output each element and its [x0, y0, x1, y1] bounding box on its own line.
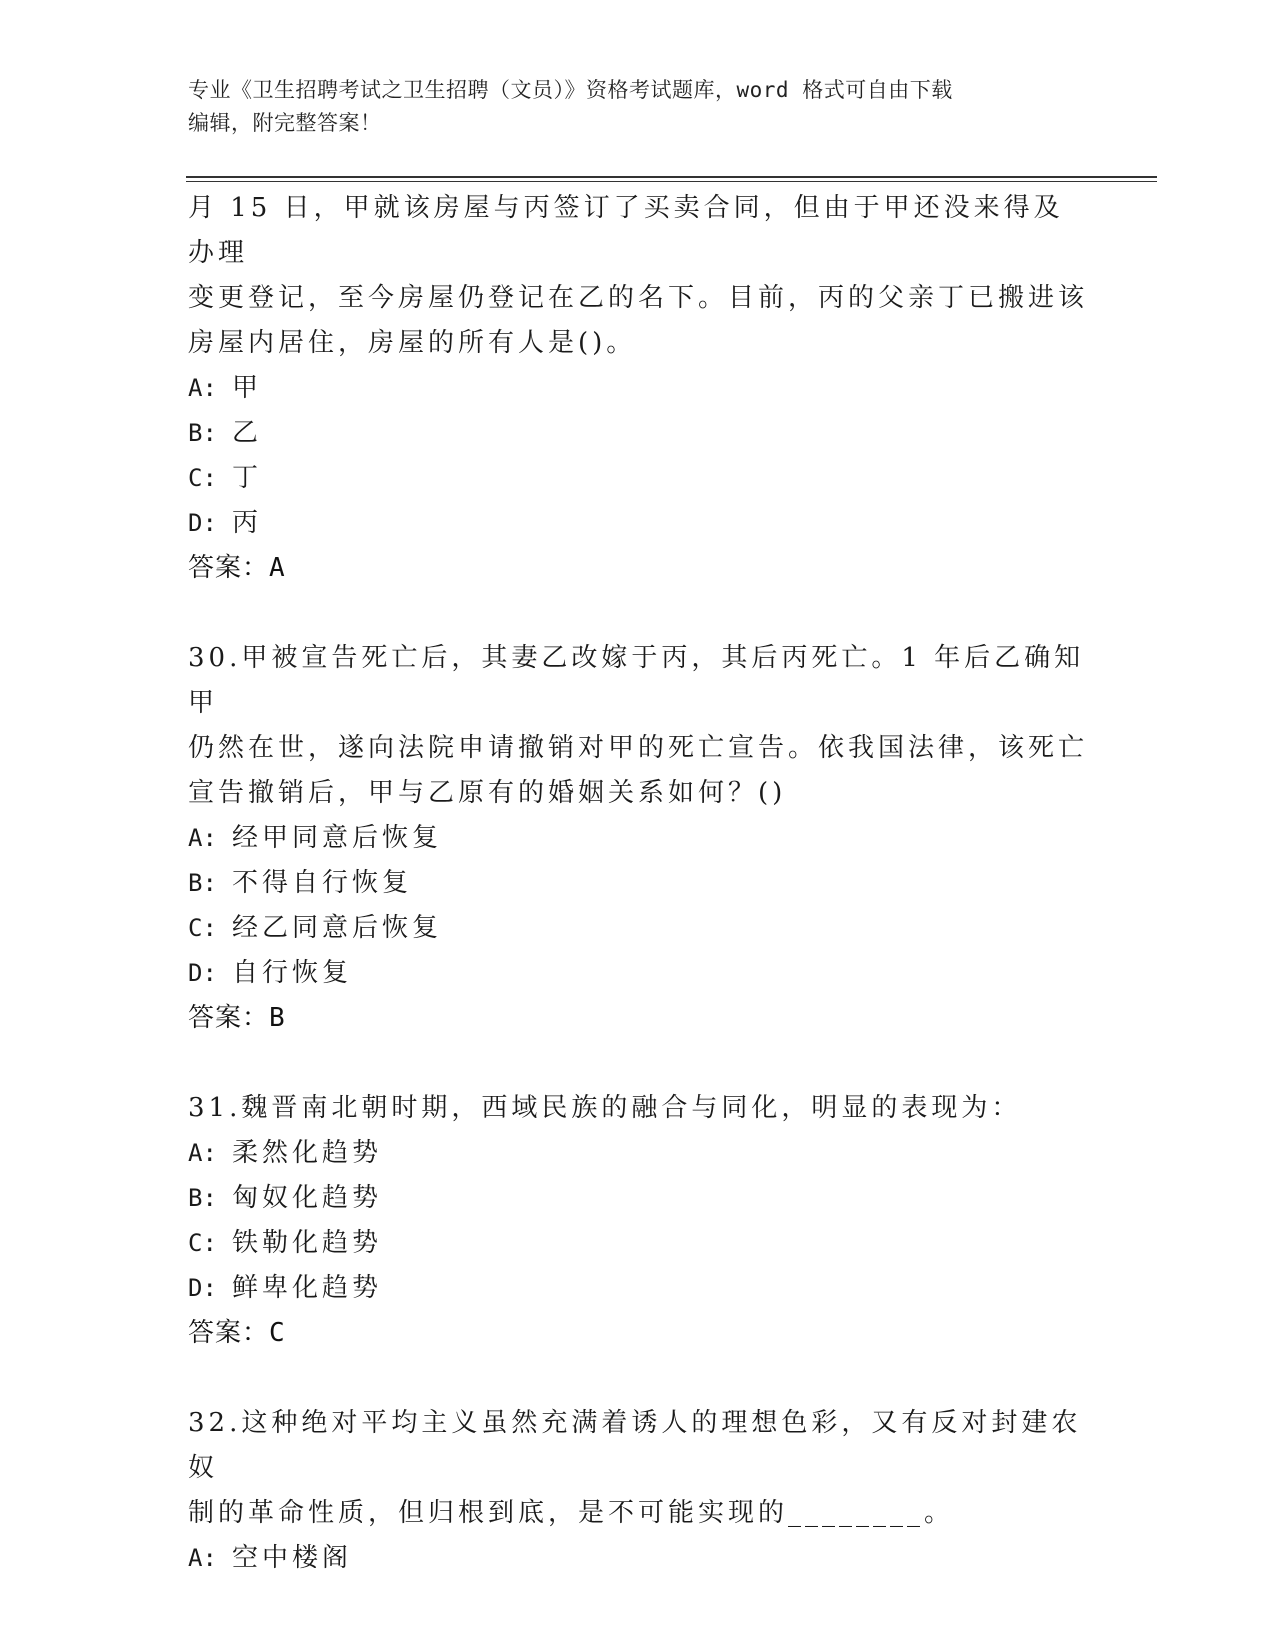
answer-line [188, 1311, 1088, 1356]
option-b [188, 411, 1088, 456]
option-text: 丙 [232, 508, 263, 538]
stem-line: 变更登记，至今房屋仍登记在乙的名下。目前，丙的父亲丁已搬进该 [188, 283, 1089, 313]
option-text: 经甲同意后恢复 [232, 823, 443, 853]
option-text: 匈奴化趋势 [232, 1183, 383, 1213]
stem-line: 房屋内居住，房屋的所有人是()。 [188, 328, 637, 358]
option-a [188, 816, 1088, 861]
spacer [188, 1041, 1088, 1086]
question-31 [188, 1086, 1088, 1356]
option-text: 鲜卑化趋势 [232, 1273, 383, 1303]
option-key: D: [188, 1274, 217, 1302]
stem-line: 月 15 日，甲就该房屋与丙签订了买卖合同，但由于甲还没来得及办理 [188, 193, 1064, 268]
question-30 [188, 636, 1088, 1041]
option-key: D: [188, 959, 217, 987]
option-c [188, 906, 1088, 951]
option-c [188, 1221, 1088, 1266]
option-text: 甲 [232, 373, 263, 403]
answer-value: C [269, 1318, 286, 1348]
option-text: 空中楼阁 [232, 1543, 353, 1573]
question-list [188, 186, 1088, 1581]
question-32 [188, 1401, 1088, 1581]
option-a [188, 366, 1088, 411]
answer-label: 答案： [188, 553, 270, 583]
option-d [188, 1266, 1088, 1311]
question-29 [188, 186, 1088, 591]
spacer [188, 591, 1088, 636]
stem-line: 32.这种绝对平均主义虽然充满着诱人的理想色彩，又有反对封建农奴 [188, 1408, 1082, 1483]
stem-line: 制的革命性质，但归根到底，是不可能实现的________。 [188, 1498, 955, 1528]
header-line-1: 专业《卫生招聘考试之卫生招聘（文员）》资格考试题库，word 格式可自由下载 [188, 78, 953, 102]
option-text: 乙 [232, 418, 263, 448]
answer-value: B [269, 1003, 286, 1033]
question-stem [188, 636, 1088, 816]
option-key: C: [188, 464, 217, 492]
option-key: A: [188, 374, 217, 402]
header-line-2: 编辑，附完整答案！ [188, 111, 382, 135]
stem-line: 仍然在世，遂向法院申请撤销对甲的死亡宣告。依我国法律，该死亡 [188, 733, 1089, 763]
option-a [188, 1536, 1088, 1581]
option-d [188, 501, 1088, 546]
question-stem [188, 1401, 1088, 1536]
option-b [188, 1176, 1088, 1221]
option-c [188, 456, 1088, 501]
spacer [188, 1356, 1088, 1401]
option-text: 铁勒化趋势 [232, 1228, 383, 1258]
document-header [188, 74, 1088, 140]
option-text: 自行恢复 [232, 958, 353, 988]
option-a [188, 1131, 1088, 1176]
option-key: B: [188, 1184, 217, 1212]
option-text: 丁 [232, 463, 263, 493]
answer-label: 答案： [188, 1003, 270, 1033]
answer-line [188, 996, 1088, 1041]
answer-value: A [269, 553, 286, 583]
option-key: A: [188, 824, 217, 852]
option-text: 经乙同意后恢复 [232, 913, 443, 943]
option-text: 柔然化趋势 [232, 1138, 383, 1168]
question-stem [188, 186, 1088, 366]
option-key: B: [188, 419, 217, 447]
header-double-rule [186, 176, 1157, 182]
option-key: C: [188, 914, 217, 942]
option-key: D: [188, 509, 217, 537]
option-key: B: [188, 869, 217, 897]
option-text: 不得自行恢复 [232, 868, 413, 898]
option-d [188, 951, 1088, 996]
option-b [188, 861, 1088, 906]
option-key: C: [188, 1229, 217, 1257]
stem-line: 宣告撤销后，甲与乙原有的婚姻关系如何？() [188, 778, 787, 808]
stem-line: 30.甲被宣告死亡后，其妻乙改嫁于丙，其后丙死亡。1 年后乙确知甲 [188, 643, 1085, 718]
question-stem [188, 1086, 1088, 1131]
answer-label: 答案： [188, 1318, 270, 1348]
option-key: A: [188, 1139, 217, 1167]
stem-line: 31.魏晋南北朝时期，西域民族的融合与同化，明显的表现为： [188, 1093, 1022, 1123]
answer-line [188, 546, 1088, 591]
option-key: A: [188, 1544, 217, 1572]
